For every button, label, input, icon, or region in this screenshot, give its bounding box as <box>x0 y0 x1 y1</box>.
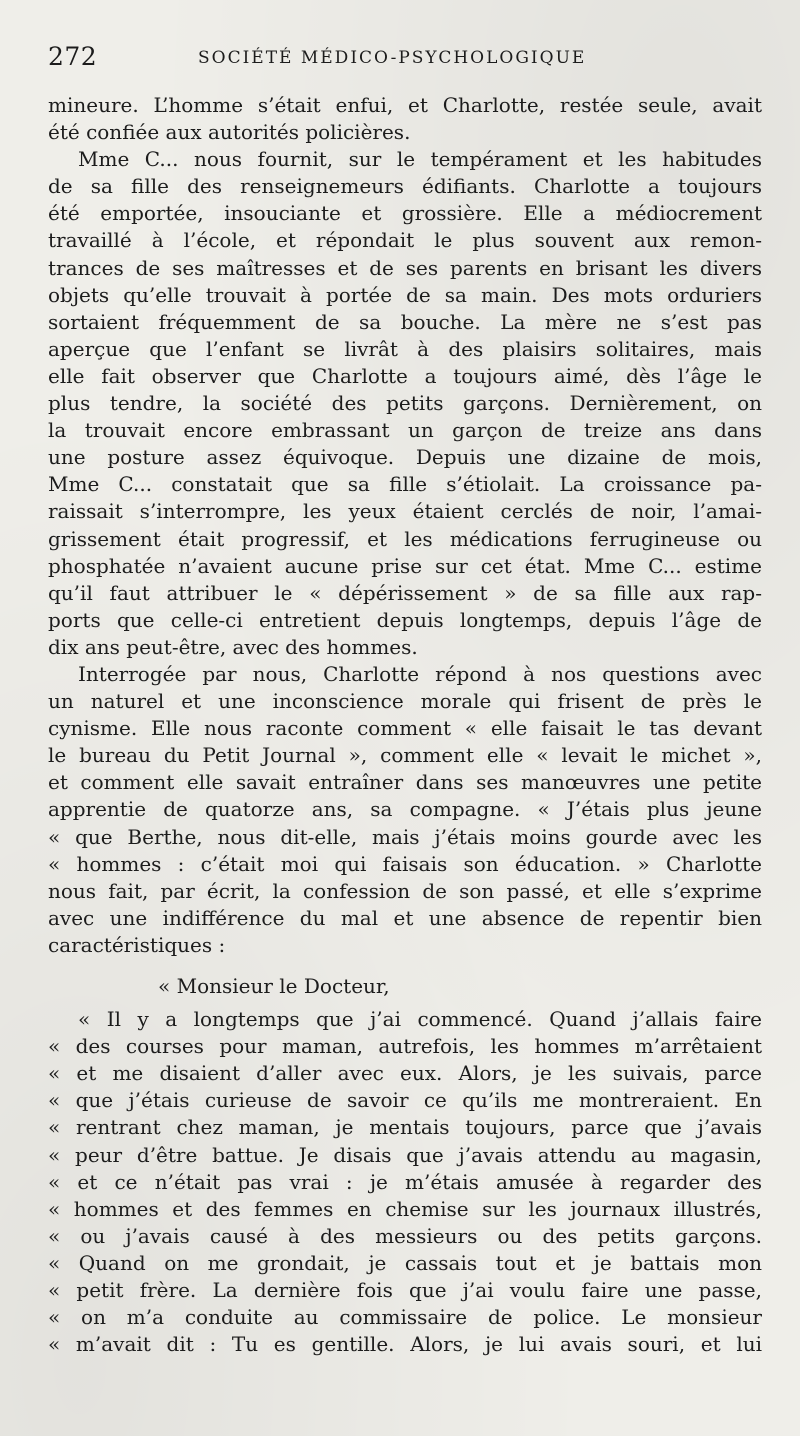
text-line: mineure. L’homme s’était enfui, et Charlotte, restée seule, avait <box>48 93 762 117</box>
text-line: ports que celle-ci entretient depuis longtemps, depuis l’âge de <box>48 607 762 632</box>
text-line: objets qu’elle trouvait à portée de sa main. Des mots orduriers <box>48 282 762 307</box>
letter-line: « ou j’avais causé à des messieurs ou des petits garçons. <box>48 1223 762 1248</box>
text-line: nous fait, par écrit, la confession de son passé, et elle s’exprime <box>48 878 762 903</box>
text-line: aperçue que l’enfant se livrât à des plaisirs solitaires, mais <box>48 336 762 361</box>
text-line: sortaient fréquemment de sa bouche. La mère ne s’est pas <box>48 309 762 334</box>
text-line: une posture assez équivoque. Depuis une dizaine de mois, <box>48 445 762 470</box>
text-line: apprentie de quatorze ans, sa compagne. « J’étais plus jeune <box>48 797 762 822</box>
letter-text <box>48 1006 762 1358</box>
text-line: été confiée aux autorités policières. <box>48 120 411 145</box>
text-line: dix ans peut-être, avec des hommes. <box>48 634 418 659</box>
letter-line: « on m’a conduite au commissaire de police. Le monsieur <box>48 1305 762 1330</box>
text-line: de sa fille des renseignemeurs édifiants. Charlotte a toujours <box>48 174 762 199</box>
text-line: le bureau du Petit Journal », comment elle « levait le michet », <box>48 743 762 768</box>
text-line: plus tendre, la société des petits garçons. Dernièrement, on <box>48 391 762 416</box>
text-line: Mme C... nous fournit, sur le tempérament et les habitudes <box>78 147 762 172</box>
letter-line: « Quand on me grondait, je cassais tout et je battais mon <box>48 1250 762 1275</box>
text-line: phosphatée n’avaient aucune prise sur cet état. Mme C... estime <box>48 553 762 578</box>
text-line: travaillé à l’école, et répondait le plus souvent aux remon- <box>48 228 762 253</box>
text-line: qu’il faut attribuer le « dépérissement » de sa fille aux rap- <box>48 580 762 605</box>
text-line: cynisme. Elle nous raconte comment « elle faisait le tas devant <box>48 716 762 741</box>
text-line: la trouvait encore embrassant un garçon de treize ans dans <box>48 418 762 443</box>
letter-line: « des courses pour maman, autrefois, les hommes m’arrêtaient <box>48 1034 762 1059</box>
letter-line: « que j’étais curieuse de savoir ce qu’ils me montreraient. En <box>48 1088 762 1113</box>
body-text <box>48 92 762 959</box>
letter-line: « hommes et des femmes en chemise sur les journaux illustrés, <box>48 1196 762 1221</box>
text-line: avec une indifférence du mal et une absence de repentir bien <box>48 905 762 930</box>
letter-line: « et ce n’était pas vrai : je m’étais amusée à regarder des <box>48 1169 762 1194</box>
letter-salutation: « Monsieur le Docteur, <box>158 974 390 998</box>
running-head <box>48 40 762 78</box>
page-number: 272 <box>48 42 98 71</box>
text-line: trances de ses maîtresses et de ses parents en brisant les divers <box>48 255 762 280</box>
text-line: Interrogée par nous, Charlotte répond à nos questions avec <box>78 661 762 686</box>
letter-line: « rentrant chez maman, je mentais toujours, parce que j’avais <box>48 1115 762 1140</box>
letter-line: « Il y a longtemps que j’ai commencé. Quand j’allais faire <box>78 1007 762 1032</box>
letter-line: « peur d’être battue. Je disais que j’avais attendu au magasin, <box>48 1142 762 1167</box>
text-line: elle fait observer que Charlotte a toujours aimé, dès l’âge le <box>48 363 762 388</box>
letter-line: « petit frère. La dernière fois que j’ai voulu faire une passe, <box>48 1278 762 1303</box>
letter-line: « et me disaient d’aller avec eux. Alors, je les suivais, parce <box>48 1061 762 1086</box>
text-line: grissement était progressif, et les médications ferrugineuse ou <box>48 526 762 551</box>
letter-line: « m’avait dit : Tu es gentille. Alors, je lui avais souri, et lui <box>48 1332 762 1357</box>
text-line: un naturel et une inconscience morale qui frisent de près le <box>48 689 762 714</box>
text-line: et comment elle savait entraîner dans ses manœuvres une petite <box>48 770 762 795</box>
text-line: été emportée, insouciante et grossière. Elle a médiocrement <box>48 201 762 226</box>
text-line: « hommes : c’était moi qui faisais son éducation. » Charlotte <box>48 851 762 876</box>
text-line: Mme C... constatait que sa fille s’étiolait. La croissance pa- <box>48 472 762 497</box>
text-line: raissait s’interrompre, les yeux étaient cerclés de noir, l’amai- <box>48 499 762 524</box>
text-line: « que Berthe, nous dit-elle, mais j’étais moins gourde avec les <box>48 824 762 849</box>
text-line: caractéristiques : <box>48 932 226 957</box>
running-title: SOCIÉTÉ MÉDICO-PSYCHOLOGIQUE <box>198 48 587 68</box>
